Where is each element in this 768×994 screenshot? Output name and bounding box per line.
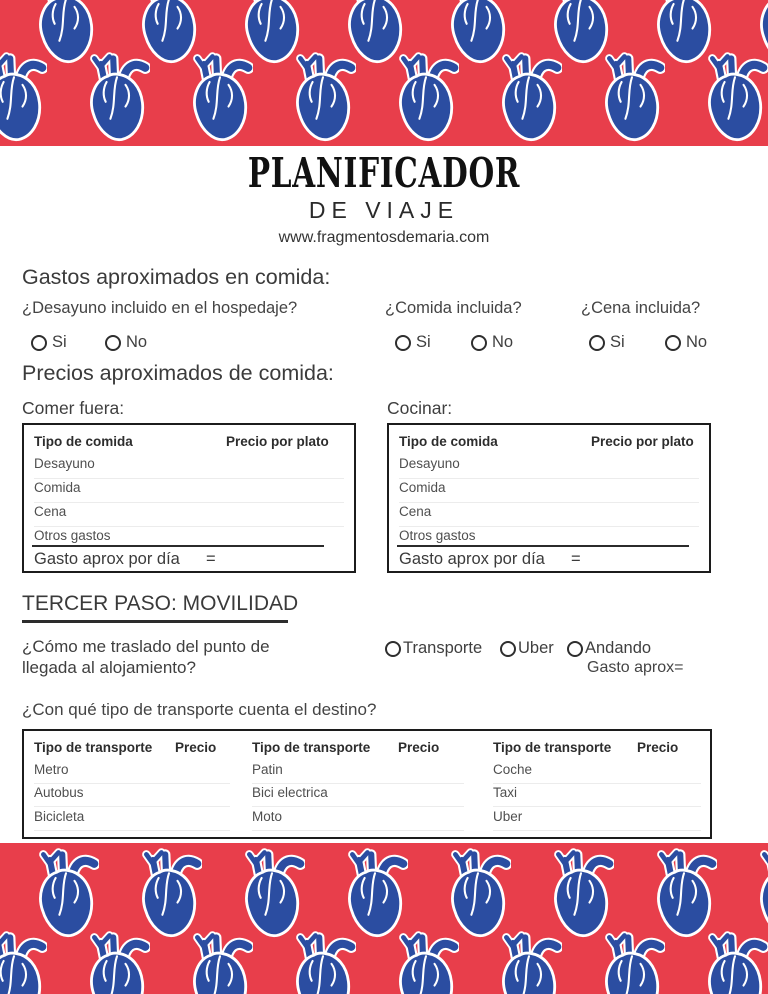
anatomical-heart-icon — [556, 853, 610, 936]
table-row: Bicicleta — [34, 809, 230, 831]
bottom-banner — [0, 843, 768, 994]
anatomical-heart-icon — [710, 936, 764, 994]
radio-label: Si — [52, 333, 67, 351]
radio-circle-icon[interactable] — [567, 641, 583, 657]
total-separator-line — [32, 545, 324, 547]
anatomical-heart-icon — [41, 853, 95, 936]
anatomical-heart-icon — [504, 936, 558, 994]
column-header-transport-type: Tipo de transporte — [34, 740, 153, 755]
anatomical-heart-icon — [195, 936, 249, 994]
cook-table-title: Cocinar: — [387, 398, 453, 418]
anatomical-heart-icon — [0, 57, 42, 140]
anatomical-heart-icon — [556, 0, 610, 62]
cook-table — [387, 423, 711, 573]
eat-out-table — [22, 423, 356, 573]
question-breakfast-included: ¿Desayuno incluido en el hospedaje? — [22, 299, 298, 317]
hearts-pattern-top — [0, 0, 768, 146]
column-header-price: Precio — [398, 740, 440, 755]
transport-column-group — [252, 731, 468, 837]
radio-label: No — [126, 333, 148, 351]
anatomical-heart-icon — [401, 57, 455, 140]
radio-label: Uber — [518, 639, 554, 657]
anatomical-heart-icon — [350, 853, 404, 936]
anatomical-heart-icon — [144, 853, 198, 936]
radio-dinner-no[interactable] — [665, 333, 707, 352]
radio-label: Si — [610, 333, 625, 351]
anatomical-heart-icon — [298, 57, 352, 140]
website-url: www.fragmentosdemaria.com — [278, 229, 490, 246]
table-row: Desayuno — [34, 456, 344, 479]
radio-label: Transporte — [403, 639, 483, 657]
table-row: Otros gastos — [399, 528, 476, 543]
anatomical-heart-icon — [92, 57, 146, 140]
radio-lunch-no[interactable] — [471, 333, 513, 352]
gasto-aprox-label: Gasto aprox= — [587, 659, 684, 676]
column-header-price: Precio — [637, 740, 679, 755]
column-header-food-type: Tipo de comida — [399, 434, 498, 449]
column-header-price: Precio — [175, 740, 217, 755]
radio-circle-icon[interactable] — [385, 641, 401, 657]
anatomical-heart-icon — [144, 0, 198, 62]
transport-column-group — [493, 731, 705, 837]
anatomical-heart-icon — [247, 0, 301, 62]
anatomical-heart-icon — [710, 57, 764, 140]
table-row: Cena — [399, 504, 699, 527]
question-transfer: ¿Cómo me traslado del punto de llegada al alojamiento? — [22, 637, 270, 677]
radio-label: No — [492, 333, 514, 351]
anatomical-heart-icon — [607, 57, 661, 140]
heading-underline — [22, 620, 288, 623]
anatomical-heart-icon — [92, 936, 146, 994]
radio-andando[interactable] — [567, 639, 651, 658]
table-row: Metro — [34, 762, 230, 784]
table-row: Moto — [252, 809, 464, 831]
column-header-price-per-dish: Precio por plato — [591, 434, 694, 449]
radio-uber[interactable] — [500, 639, 554, 658]
radio-circle-icon[interactable] — [471, 335, 487, 351]
radio-circle-icon[interactable] — [500, 641, 516, 657]
food-prices-heading: Precios aproximados de comida: — [22, 361, 334, 385]
table-row: Autobus — [34, 785, 230, 807]
radio-breakfast-no[interactable] — [105, 333, 147, 352]
anatomical-heart-icon — [762, 853, 768, 936]
transport-column-group — [34, 731, 234, 837]
eat-out-table-title: Comer fuera: — [22, 398, 125, 418]
radio-circle-icon[interactable] — [665, 335, 681, 351]
anatomical-heart-icon — [453, 0, 507, 62]
mobility-step-heading: TERCER PASO: MOVILIDAD — [22, 592, 299, 615]
column-header-food-type: Tipo de comida — [34, 434, 133, 449]
anatomical-heart-icon — [0, 936, 42, 994]
table-row: Otros gastos — [34, 528, 111, 543]
page-title: PLANIFICADOR — [247, 149, 521, 197]
top-banner — [0, 0, 768, 146]
radio-label: Si — [416, 333, 431, 351]
table-row: Bici electrica — [252, 785, 464, 807]
radio-lunch-si[interactable] — [395, 333, 431, 352]
radio-label: Andando — [585, 639, 652, 657]
anatomical-heart-icon — [41, 0, 95, 62]
table-row: Uber — [493, 809, 701, 831]
column-header-transport-type: Tipo de transporte — [252, 740, 371, 755]
anatomical-heart-icon — [195, 57, 249, 140]
question-transport-types: ¿Con qué tipo de transporte cuenta el destino? — [22, 700, 377, 719]
transport-table — [22, 729, 712, 839]
radio-circle-icon[interactable] — [105, 335, 121, 351]
question-dinner-included: ¿Cena incluida? — [581, 299, 701, 317]
daily-expense-label: Gasto aprox por día — [34, 550, 180, 568]
anatomical-heart-icon — [659, 853, 713, 936]
anatomical-heart-icon — [350, 0, 404, 62]
anatomical-heart-icon — [607, 936, 661, 994]
anatomical-heart-icon — [401, 936, 455, 994]
radio-transporte[interactable] — [385, 639, 482, 658]
table-row: Patin — [252, 762, 464, 784]
radio-circle-icon[interactable] — [31, 335, 47, 351]
anatomical-heart-icon — [247, 853, 301, 936]
table-row: Cena — [34, 504, 344, 527]
radio-circle-icon[interactable] — [395, 335, 411, 351]
anatomical-heart-icon — [298, 936, 352, 994]
table-row: Taxi — [493, 785, 701, 807]
daily-expense-label: Gasto aprox por día — [399, 550, 545, 568]
column-header-transport-type: Tipo de transporte — [493, 740, 612, 755]
radio-breakfast-si[interactable] — [31, 333, 67, 352]
question-lunch-included: ¿Comida incluida? — [385, 299, 522, 317]
radio-circle-icon[interactable] — [589, 335, 605, 351]
table-row: Comida — [399, 480, 699, 503]
equals-sign: = — [206, 550, 216, 568]
anatomical-heart-icon — [453, 853, 507, 936]
column-header-price-per-dish: Precio por plato — [226, 434, 329, 449]
table-row: Desayuno — [399, 456, 699, 479]
table-row: Coche — [493, 762, 701, 784]
table-row: Comida — [34, 480, 344, 503]
page-subtitle: DE VIAJE — [308, 197, 460, 223]
hearts-pattern-bottom — [0, 843, 768, 994]
food-expenses-heading: Gastos aproximados en comida: — [22, 265, 331, 289]
anatomical-heart-icon — [762, 0, 768, 62]
radio-dinner-si[interactable] — [589, 333, 625, 352]
anatomical-heart-icon — [504, 57, 558, 140]
anatomical-heart-icon — [659, 0, 713, 62]
total-separator-line — [397, 545, 689, 547]
equals-sign: = — [571, 550, 581, 568]
radio-label: No — [686, 333, 708, 351]
